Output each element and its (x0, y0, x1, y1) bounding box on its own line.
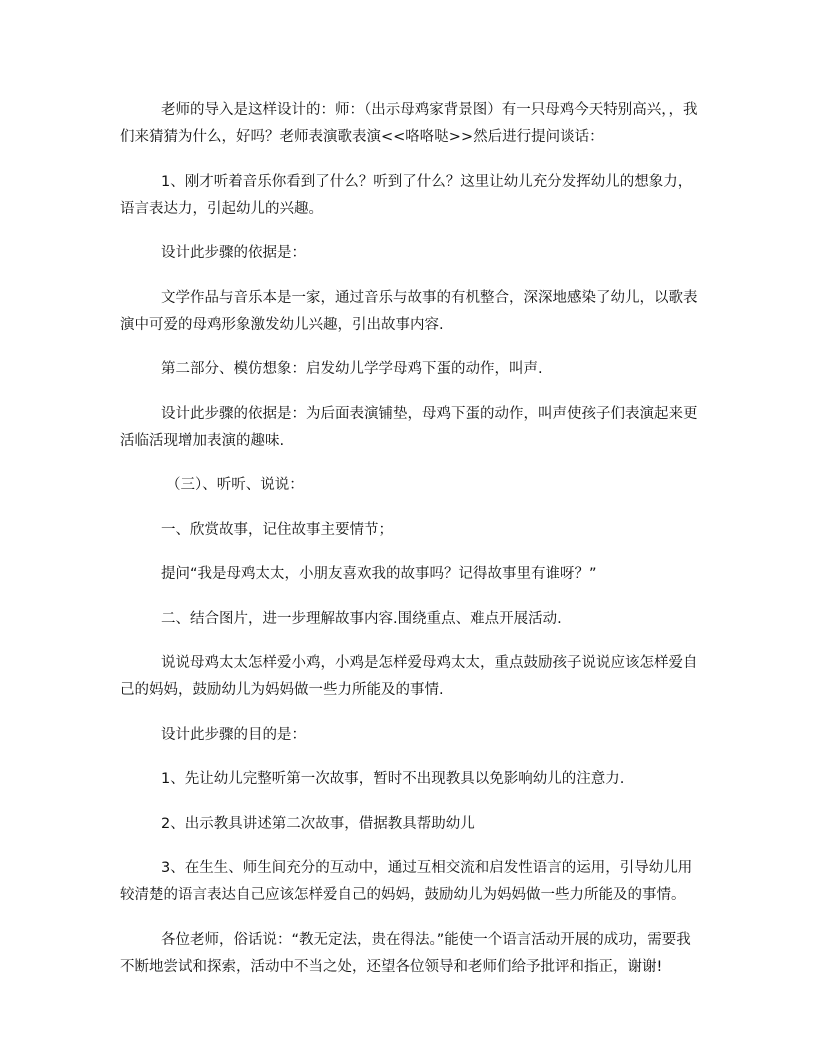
paragraph-part-two: 第二部分、模仿想象：启发幼儿学学母鸡下蛋的动作，叫声. (161, 361, 543, 377)
paragraph-literature-music: 文学作品与音乐本是一家，通过音乐与故事的有机整合，深深地感染了幼儿，以歌表演中可爱的母鸡形象激发幼儿兴趣，引出故事内容. (120, 289, 698, 333)
paragraph-love-mother: 说说母鸡太太怎样爱小鸡，小鸡是怎样爱母鸡太太，重点鼓励孩子说说应该怎样爱自己的妈妈，鼓励幼儿为妈妈做一些力所能及的事情. (120, 655, 698, 698)
paragraph-step-3: 3、在生生、师生间充分的互动中，通过互相交流和启发性语言的运用，引导幼儿用较清楚的语言表达自己应该怎样爱自己的妈妈，鼓励幼儿为妈妈做一些力所能及的事情。 (120, 860, 693, 903)
document-body (120, 97, 700, 981)
paragraph-basis-2: 设计此步骤的依据是：为后面表演铺垫，母鸡下蛋的动作，叫声使孩子们表演起来更活临活现增加表演的趣味. (120, 405, 698, 449)
paragraph-section-three: （三）、听听、说说： (166, 477, 304, 493)
paragraph-closing: 各位老师，俗话说：“教无定法，贵在得法。”能使一个语言活动开展的成功，需要我不断地尝试和探索，活动中不当之处，还望各位领导和老师们给予批评和指正，谢谢! (120, 931, 691, 975)
paragraph-step-1: 1、先让幼儿完整听第一次故事，暂时不出现教具以免影响幼儿的注意力. (161, 771, 625, 787)
paragraph-basis-heading-1: 设计此步骤的依据是： (161, 245, 306, 261)
paragraph-step-2: 2、出示教具讲述第二次故事，借据教具帮助幼儿 (161, 815, 475, 832)
paragraph-combine-pictures: 二、结合图片，进一步理解故事内容.围绕重点、难点开展活动. (161, 610, 562, 627)
paragraph-purpose-heading: 设计此步骤的目的是： (161, 726, 306, 743)
paragraph-intro: 老师的导入是这样设计的：师：（出示母鸡家背景图）有一只母鸡今天特别高兴，，我们来猜猜为什么，好吗？老师表演歌表演<<咯咯哒>>然后进行提问谈话： (120, 102, 698, 145)
paragraph-question-1: 1、刚才听着音乐你看到了什么？听到了什么？这里让幼儿充分发挥幼儿的想象力，语言表达力，引起幼儿的兴趣。 (120, 173, 693, 217)
paragraph-enjoy-story: 一、欣赏故事，记住故事主要情节； (161, 521, 393, 538)
paragraph-question-hen: 提问“我是母鸡太太，小朋友喜欢我的故事吗？记得故事里有谁呀？” (161, 566, 597, 582)
